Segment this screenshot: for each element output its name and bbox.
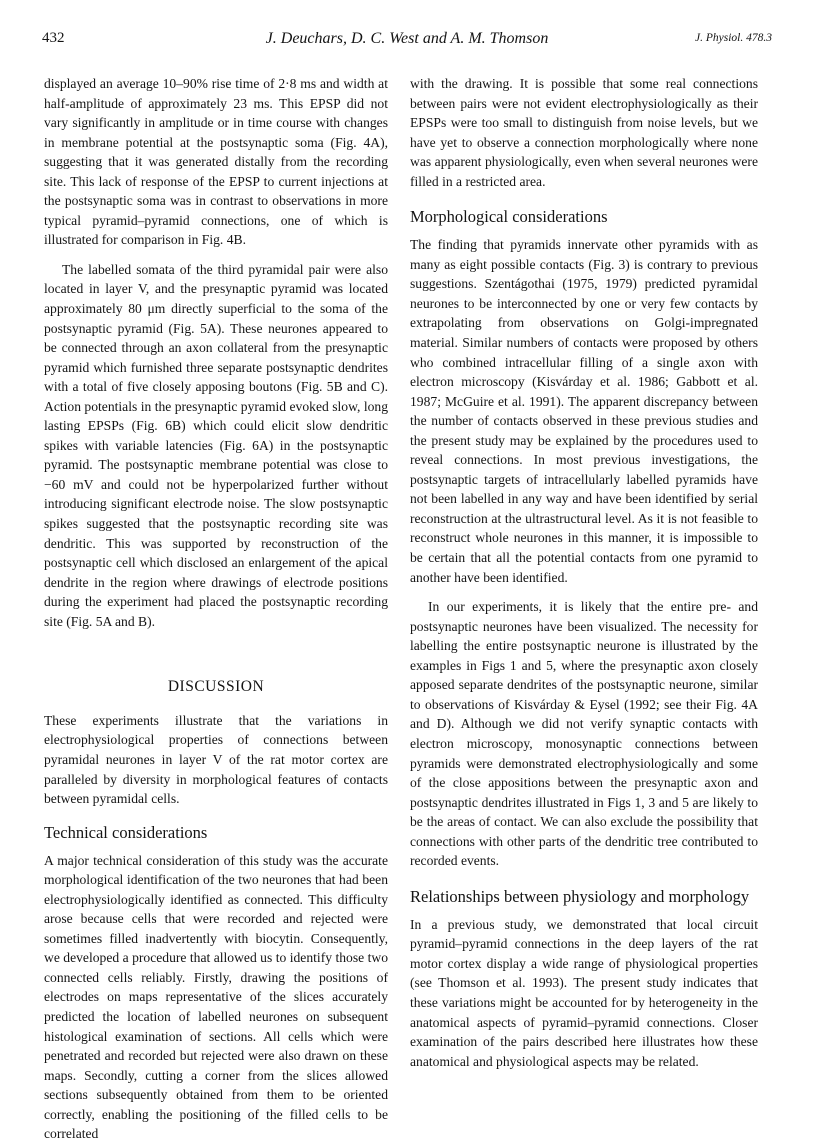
- running-authors: J. Deuchars, D. C. West and A. M. Thomson: [265, 30, 549, 47]
- paragraph: In a previous study, we demonstrated that local circuit pyramid–pyramid connections in the deep layers of the rat motor cortex display a wide range of physiological properties (see Thomson et al. 1993). The present study indicates that these variations might be accounted for by heterogeneity in the anatomical aspects of pyramid–pyramid connections. Closer examination of the pairs described here illustrates how these anatomical and physiological aspects may be related.: [410, 916, 758, 1069]
- section-heading-discussion: DISCUSSION: [167, 678, 265, 696]
- subsection-heading-morphological: Morphological considerations: [410, 207, 608, 227]
- left-column: [44, 74, 388, 1144]
- paragraph: displayed an average 10–90% rise time of 2·8 ms and width at half-amplitude of approximately 23 ms. This EPSP did not vary significantly in amplitude or in time course with changes in membrane potential at the postsynaptic soma (Fig. 4A), suggesting that it was generated distally from the recording site. This lack of response of the EPSP to current injections at the postsynaptic soma was in contrast to observations in more typical pyramid–pyramid connections, one of which is illustrated for comparison in Fig. 4B.: [44, 76, 388, 248]
- paragraph: A major technical consideration of this study was the accurate morphological identification of the two neurones that had been electrophysiologically identified as connected. This difficulty arose because cells that were recorded and rejected were sometimes filled inadvertently with biocytin. Consequently, we developed a procedure that allowed us to identify those two connected cells reliably. Firstly, drawing the positions of electrodes on maps representative of the slices accurately predicted the location of labelled neurones on subsequent histological examination of sections. All cells which were penetrated and recorded but rejected were also drawn on these maps. Secondly, cutting a corner from the slices allowed sections subsequently obtained from them to be oriented correctly, enabling the positioning of the filled cells to be correlated: [44, 852, 388, 1142]
- page-number: 432: [42, 30, 65, 46]
- right-column: [410, 74, 758, 1071]
- paragraph: with the drawing. It is possible that some real connections between pairs were not evident electrophysiologically as their EPSPs were too small to distinguish from noise levels, but we have yet to observe a connection morphologically where none was apparent physiologically, even when several neurones were filled in a restricted area.: [410, 76, 758, 189]
- subsection-heading-relationships: Relationships between physiology and morphology: [410, 886, 750, 906]
- subsection-heading-technical: Technical considerations: [44, 822, 208, 842]
- paragraph: In our experiments, it is likely that the entire pre- and postsynaptic neurones have been visualized. The necessity for labelling the entire postsynaptic neurone is illustrated by the examples in Figs 1 and 5, where the presynaptic axon closely apposed separate dendrites of the postsynaptic neurone, similar to observations of Kisvárday & Eysel (1992; see their Fig. 4A and D). Although we did not verify synaptic contacts with electron microscopy, monosynaptic connections between pyramids were demonstrated electrophysiologically and some of the close appositions between the presynaptic axon and postsynaptic dendrites illustrated in Figs 1, 3 and 5 are likely to be the areas of contact. We can also exclude the possibility that connections with other parts of the dendritic tree contributed to recorded events.: [410, 599, 758, 869]
- journal-citation: J. Physiol. 478.3: [695, 32, 772, 44]
- running-header: [42, 30, 772, 52]
- paragraph: The labelled somata of the third pyramidal pair were also located in layer V, and the presynaptic pyramid was located approximately 80 μm directly superficial to the soma of the postsynaptic pyramid (Fig. 5A). These neurones appeared to be connected through an axon collateral from the presynaptic pyramid which furnished three separate postsynaptic dendrites with a total of five closely apposing boutons (Fig. 5B and C). Action potentials in the presynaptic pyramid evoked slow, long lasting EPSPs (Fig. 6B) which could elicit slow dendritic spikes with variable latencies (Fig. 6A) in the postsynaptic pyramid. The postsynaptic membrane potential was close to −60 mV and could not be hyperpolarized further without introducing significant electrode noise. The slow postsynaptic spikes suggested that the postsynaptic recording site was dendritic. This was supported by reconstruction of the postsynaptic cell which disclosed an enlargement of the apical dendrite in the region where drawings of electrode positions during the experiment had placed the postsynaptic recording site (Fig. 5A and B).: [44, 261, 388, 629]
- paragraph: The finding that pyramids innervate other pyramids with as many as eight possible contacts (Fig. 3) is contrary to previous suggestions. Szentágothai (1975, 1979) predicted pyramidal neurones to be interconnected by one or very few contacts by extrapolating from observations on Golgi-impregnated material. Similar numbers of contacts were proposed by others who combined intracellular filling of a single axon with electron microscopy (Kisvárday et al. 1986; Gabbott et al. 1987; McGuire et al. 1991). The apparent discrepancy between the number of contacts observed in these previous studies and the present study may be explained by the procedures used to reveal connections. In most previous investigations, the postsynaptic targets of intracellularly labelled pyramids have not been labelled in any way and have been identified by serial reconstruction at the ultrastructural level. As it is not feasible to reconstruct whole neurones in this manner, it is impossible to be certain that all the potential contacts from one pyramid to another have been identified.: [410, 237, 758, 585]
- paragraph: These experiments illustrate that the variations in electrophysiological properties of connections between pyramidal neurones in layer V of the rat motor cortex are paralleled by diversity in morphological features of contacts between pyramidal cells.: [44, 712, 388, 807]
